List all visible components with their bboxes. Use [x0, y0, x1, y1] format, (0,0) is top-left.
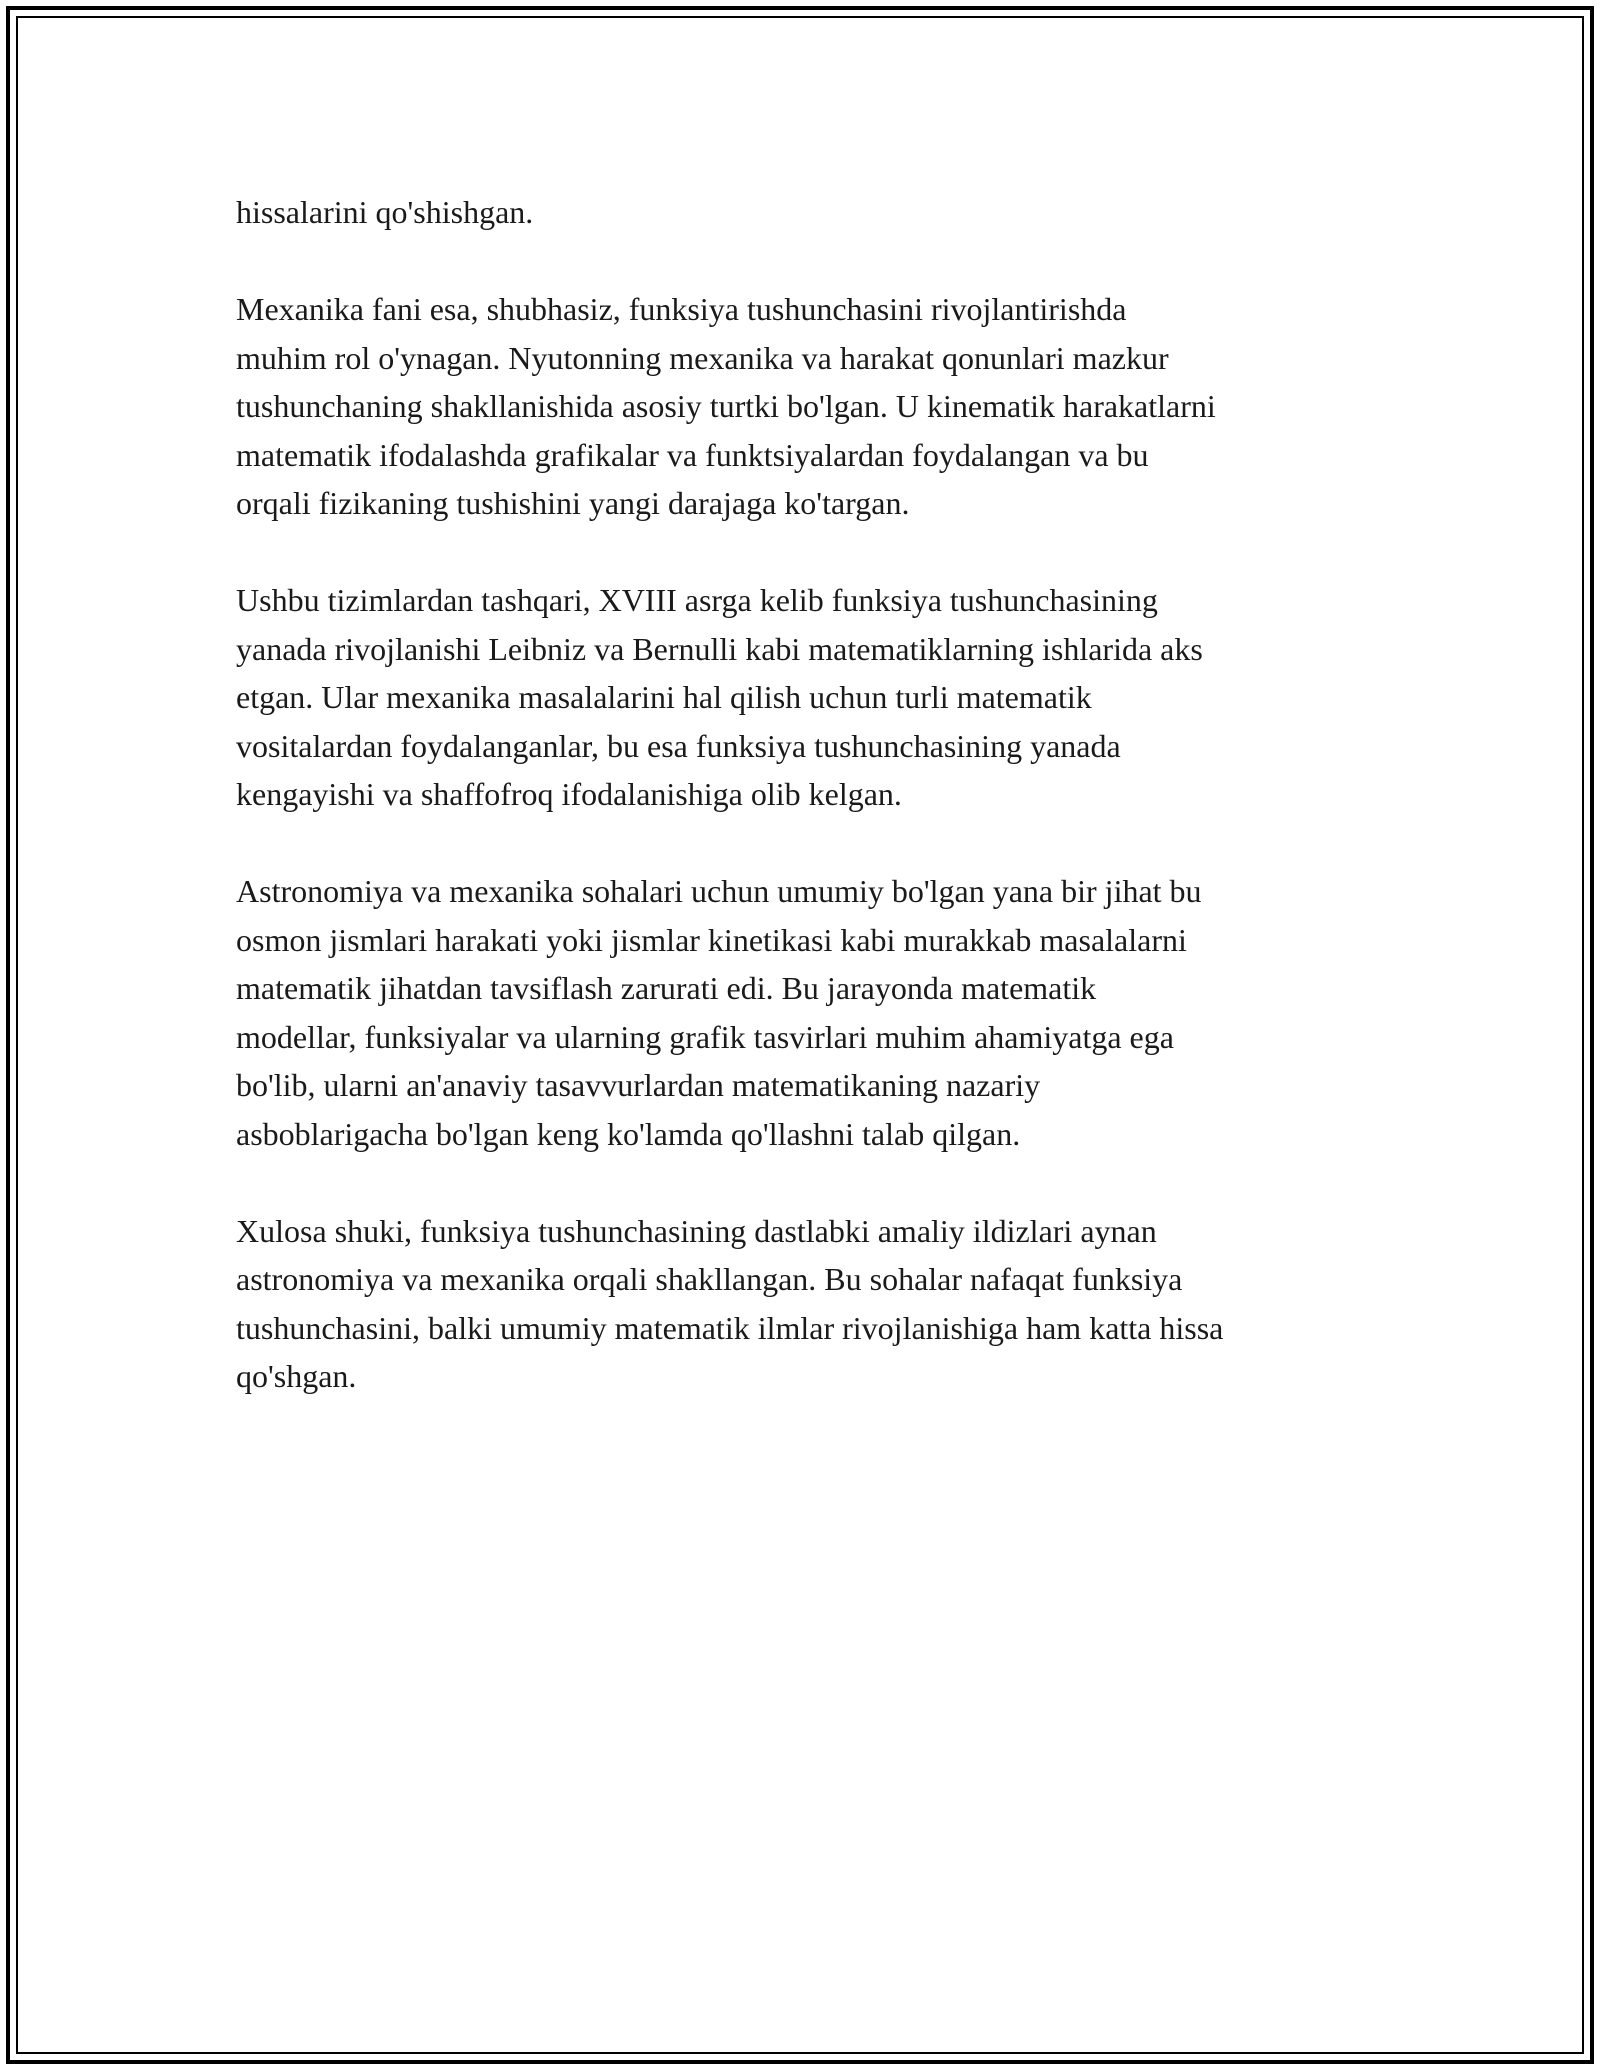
text-line: Xulosa shuki, funksiya tushunchasining dastlabki amaliy ildizlari aynan [236, 1212, 1157, 1249]
text-line: matematik ifodalashda grafikalar va funktsiyalardan foydalangan va bu [236, 436, 1149, 473]
paragraph-astronomy-mechanics [236, 867, 1376, 1158]
text-line: etgan. Ular mexanika masalalarini hal qilish uchun turli matematik [236, 679, 1092, 715]
text-line: tushunchasini, balki umumiy matematik ilmlar rivojlanishiga ham katta hissa [236, 1309, 1224, 1346]
paragraph-eighteenth-century [236, 576, 1376, 819]
text-line: hissalarini qo'shishgan. [236, 194, 534, 230]
paragraph-mechanics [236, 285, 1376, 528]
text-line: tushunchaning shakllanishida asosiy turtki bo'lgan. U kinematik harakatlarni [236, 388, 1216, 424]
text-line: muhim rol o'ynagan. Nyutonning mexanika va harakat qonunlari mazkur [236, 339, 1169, 376]
text-line: kengayishi va shaffofroq ifodalanishiga olib kelgan. [236, 776, 902, 812]
text-line: orqali fizikaning tushishini yangi darajaga ko'targan. [236, 485, 910, 521]
paragraph-continuation [236, 188, 1376, 237]
text-line: yanada rivojlanishi Leibniz va Bernulli kabi matematiklarning ishlarida aks [236, 630, 1203, 667]
text-line: vositalardan foydalanganlar, bu esa funksiya tushunchasining yanada [236, 727, 1121, 764]
text-line: matematik jihatdan tavsiflash zarurati edi. Bu jarayonda matematik [236, 970, 1097, 1006]
text-line: bo'lib, ularni an'anaviy tasavvurlardan matematikaning nazariy [236, 1067, 1041, 1103]
text-line: Mexanika fani esa, shubhasiz, funksiya tushunchasini rivojlantirishda [236, 291, 1127, 327]
text-line: modellar, funksiyalar va ularning grafik tasvirlari muhim ahamiyatga ega [236, 1018, 1174, 1055]
text-line: asboblarigacha bo'lgan keng ko'lamda qo'llashni talab qilgan. [236, 1115, 1021, 1152]
paragraph-conclusion [236, 1207, 1376, 1401]
text-line: osmon jismlari harakati yoki jismlar kinetikasi kabi murakkab masalalarni [236, 921, 1187, 958]
text-line: Astronomiya va mexanika sohalari uchun umumiy bo'lgan yana bir jihat bu [236, 873, 1202, 909]
document-body [236, 188, 1376, 1449]
text-line: qo'shgan. [236, 1358, 357, 1394]
text-line: astronomiya va mexanika orqali shakllangan. Bu sohalar nafaqat funksiya [236, 1261, 1183, 1297]
text-line: Ushbu tizimlardan tashqari, XVIII asrga kelib funksiya tushunchasining [236, 582, 1158, 618]
